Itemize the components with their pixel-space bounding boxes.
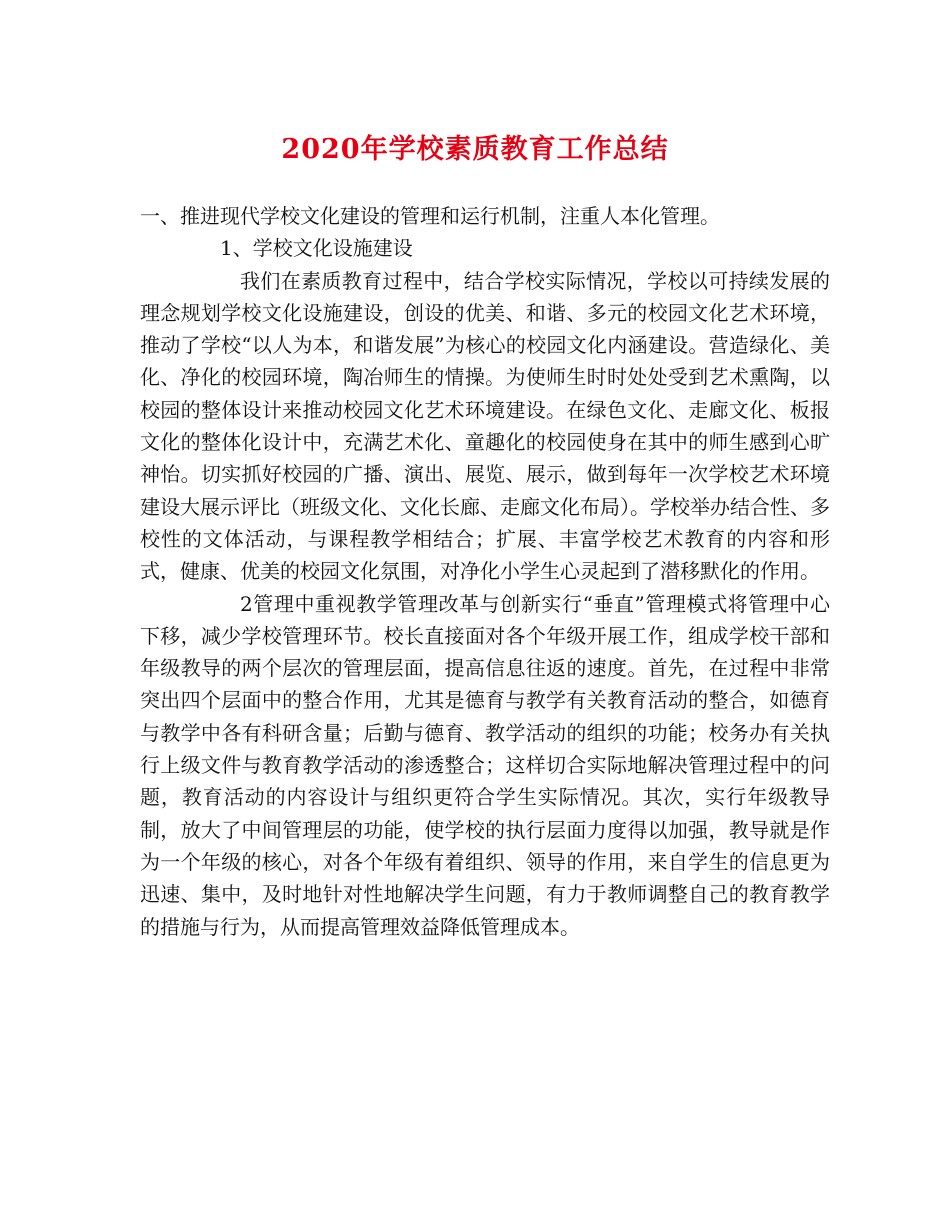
section-heading: 一、推进现代学校文化建设的管理和运行机制，注重人本化管理。 bbox=[140, 204, 720, 228]
paragraph: 我们在素质教育过程中，结合学校实际情况，学校以可持续发展的理念规划学校文化设施建设，创设的优美、和谐、多元的校园文化艺术环境，推动了学校“以人为本，和谐发展”为核心的校园文化内涵建设。营造绿化、美化、净化的校园环境，陶冶师生的情操。为使师生时时处处受到艺术熏陶，以校园的整体设计来推动校园文化艺术环境建设。在绿色文化、走廊文化、板报文化的整体化设计中，充满艺术化、童趣化的校园使身在其中的师生感到心旷神怡。切实抓好校园的广播、演出、展览、展示，做到每年一次学校艺术环境建设大展示评比（班级文化、文化长廊、走廊文化布局）。学校举办结合性、多校性的文体活动，与课程教学相结合；扩展、丰富学校艺术教育的内容和形式，健康、优美的校园文化氛围，对净化小学生心灵起到了潜移默化的作用。 bbox=[140, 268, 830, 584]
document-body bbox=[140, 200, 830, 943]
paragraph: 2管理中重视教学管理改革与创新实行“垂直”管理模式将管理中心下移，减少学校管理环节。校长直接面对各个年级开展工作，组成学校干部和年级教导的两个层次的管理层面，提高信息往返的速度。首先，在过程中非常突出四个层面中的整合作用，尤其是德育与教学有关教育活动的整合，如德育与教学中各有科研含量；后勤与德育、教学活动的组织的功能；校务办有关执行上级文件与教育教学活动的渗透整合；这样切合实际地解决管理过程中的问题，教育活动的内容设计与组织更符合学生实际情况。其次，实行年级教导制，放大了中间管理层的功能，使学校的执行层面力度得以加强，教导就是作为一个年级的核心，对各个年级有着组织、领导的作用，来自学生的信息更为迅速、集中，及时地针对性地解决学生问题，有力于教师调整自己的教育教学的措施与行为，从而提高管理效益降低管理成本。 bbox=[140, 591, 830, 939]
document-title: 2020年学校素质教育工作总结 bbox=[281, 134, 669, 165]
subsection-heading: 1、学校文化设施建设 bbox=[220, 236, 413, 261]
